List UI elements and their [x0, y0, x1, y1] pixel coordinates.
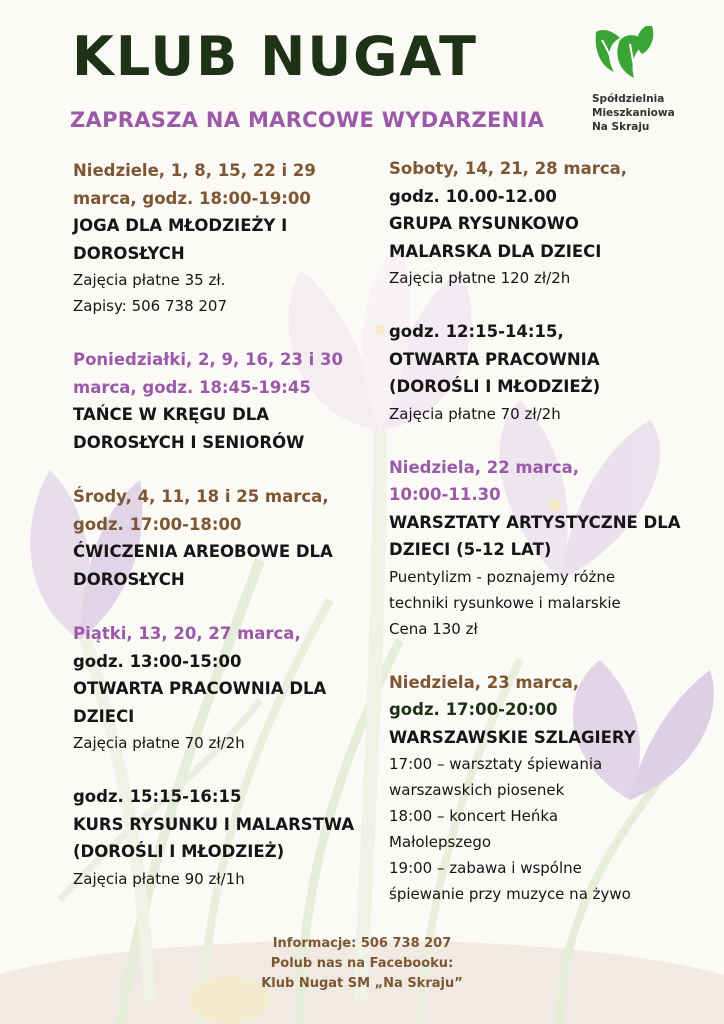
event-info: 19:00 – zabawa i wspólne — [389, 859, 582, 877]
event-info: Zajęcia płatne 90 zł/1h — [73, 869, 245, 888]
left-events-column — [73, 157, 373, 919]
event-time: godz. 15:15-16:15 — [73, 787, 242, 806]
logo-line: Mieszkaniowa — [592, 107, 675, 119]
footer-facebook-name: Klub Nugat SM „Na Skraju” — [261, 976, 463, 991]
event-time: godz. 13:00-15:00 — [73, 651, 242, 671]
event-date: Niedziela, 23 marca, — [389, 672, 580, 692]
event-date: godz. 17:00-20:00 — [389, 700, 558, 719]
event-time: godz. 10.00-12.00 — [389, 186, 557, 206]
event-date: 10:00-11.30 — [389, 485, 501, 504]
event-info: Puentylizm - poznajemy różne — [389, 567, 616, 586]
footer-facebook-prompt: Polub nas na Facebooku: — [270, 956, 454, 971]
event-info: 18:00 – koncert Heńka — [389, 807, 559, 825]
event-info: Zapisy: 506 738 207 — [73, 297, 228, 315]
event-date: Niedziela, 22 marca, — [389, 457, 580, 477]
event-art-workshop — [389, 454, 709, 642]
event-yoga — [73, 157, 373, 319]
event-open-studio-adults — [389, 318, 709, 427]
event-date: Soboty, 14, 21, 28 marca, — [389, 159, 628, 178]
event-dance — [73, 346, 373, 456]
footer-phone: Informacje: 506 738 207 — [272, 936, 452, 951]
event-info: Zajęcia płatne 35 zł. — [73, 271, 226, 289]
event-title: GRUPA RYSUNKOWO — [389, 214, 579, 233]
event-info: Zajęcia płatne 120 zł/2h — [389, 269, 571, 287]
event-title: DOROSŁYCH — [73, 243, 185, 263]
event-date: marca, godz. 18:00-19:00 — [73, 188, 311, 208]
event-drawing-group — [389, 155, 709, 291]
event-info: Małolepszego — [389, 833, 492, 851]
leaf-heart-logo-icon — [590, 20, 660, 86]
event-title: DOROSŁYCH I SENIORÓW — [73, 432, 305, 452]
event-title: TAŃCE W KRĘGU DLA — [73, 405, 270, 424]
event-title: JOGA DLA MŁODZIEŻY I — [73, 216, 288, 235]
event-info: techniki rysunkowe i malarskie — [389, 593, 621, 612]
event-time: godz. 12:15-14:15, — [389, 322, 564, 341]
logo-caption — [592, 92, 675, 134]
event-date: Piątki, 13, 20, 27 marca, — [73, 624, 301, 643]
event-date: godz. 17:00-18:00 — [73, 514, 242, 534]
event-date: Poniedziałki, 2, 9, 16, 23 i 30 — [73, 350, 344, 369]
event-title: (DOROŚLI I MŁODZIEŻ) — [73, 842, 285, 861]
event-info: 17:00 – warsztaty śpiewania — [389, 755, 603, 773]
event-title: DZIECI — [73, 706, 135, 726]
event-date: marca, godz. 18:45-19:45 — [73, 377, 311, 397]
event-info: Cena 130 zł — [389, 619, 478, 638]
event-warsaw-hits — [389, 669, 709, 908]
footer-contact — [0, 934, 724, 994]
event-date: Środy, 4, 11, 18 i 25 marca, — [73, 487, 329, 506]
event-title: WARSZTATY ARTYSTYCZNE DLA — [389, 512, 681, 532]
event-aerobics — [73, 483, 373, 593]
event-drawing-course — [73, 783, 373, 892]
event-open-studio-kids — [73, 620, 373, 756]
event-title: OTWARTA PRACOWNIA — [389, 349, 600, 369]
page-subtitle: ZAPRASZA NA MARCOWE WYDARZENIA — [70, 108, 545, 132]
event-title: (DOROŚLI I MŁODZIEŻ) — [389, 377, 601, 396]
event-title: KURS RYSUNKU I MALARSTWA — [73, 814, 355, 834]
event-title: OTWARTA PRACOWNIA DLA — [73, 679, 327, 698]
event-title: DOROSŁYCH — [73, 569, 185, 589]
event-info: warszawskich piosenek — [389, 781, 565, 799]
page-title: KLUB NUGAT — [72, 25, 478, 88]
event-date: Niedziele, 1, 8, 15, 22 i 29 — [73, 161, 316, 180]
logo-line: Spółdzielnia — [592, 93, 665, 105]
event-info: Zajęcia płatne 70 zł/2h — [389, 404, 561, 423]
logo-line: Na Skraju — [592, 121, 650, 133]
event-info: Zajęcia płatne 70 zł/2h — [73, 734, 245, 752]
event-title: DZIECI (5-12 LAT) — [389, 540, 552, 559]
right-events-column — [389, 155, 709, 934]
event-title: WARSZAWSKIE SZLAGIERY — [389, 727, 636, 747]
event-title: MALARSKA DLA DZIECI — [389, 241, 602, 261]
event-info: śpiewanie przy muzyce na żywo — [389, 885, 631, 903]
event-title: ĆWICZENIA AREOBOWE DLA — [73, 542, 333, 561]
